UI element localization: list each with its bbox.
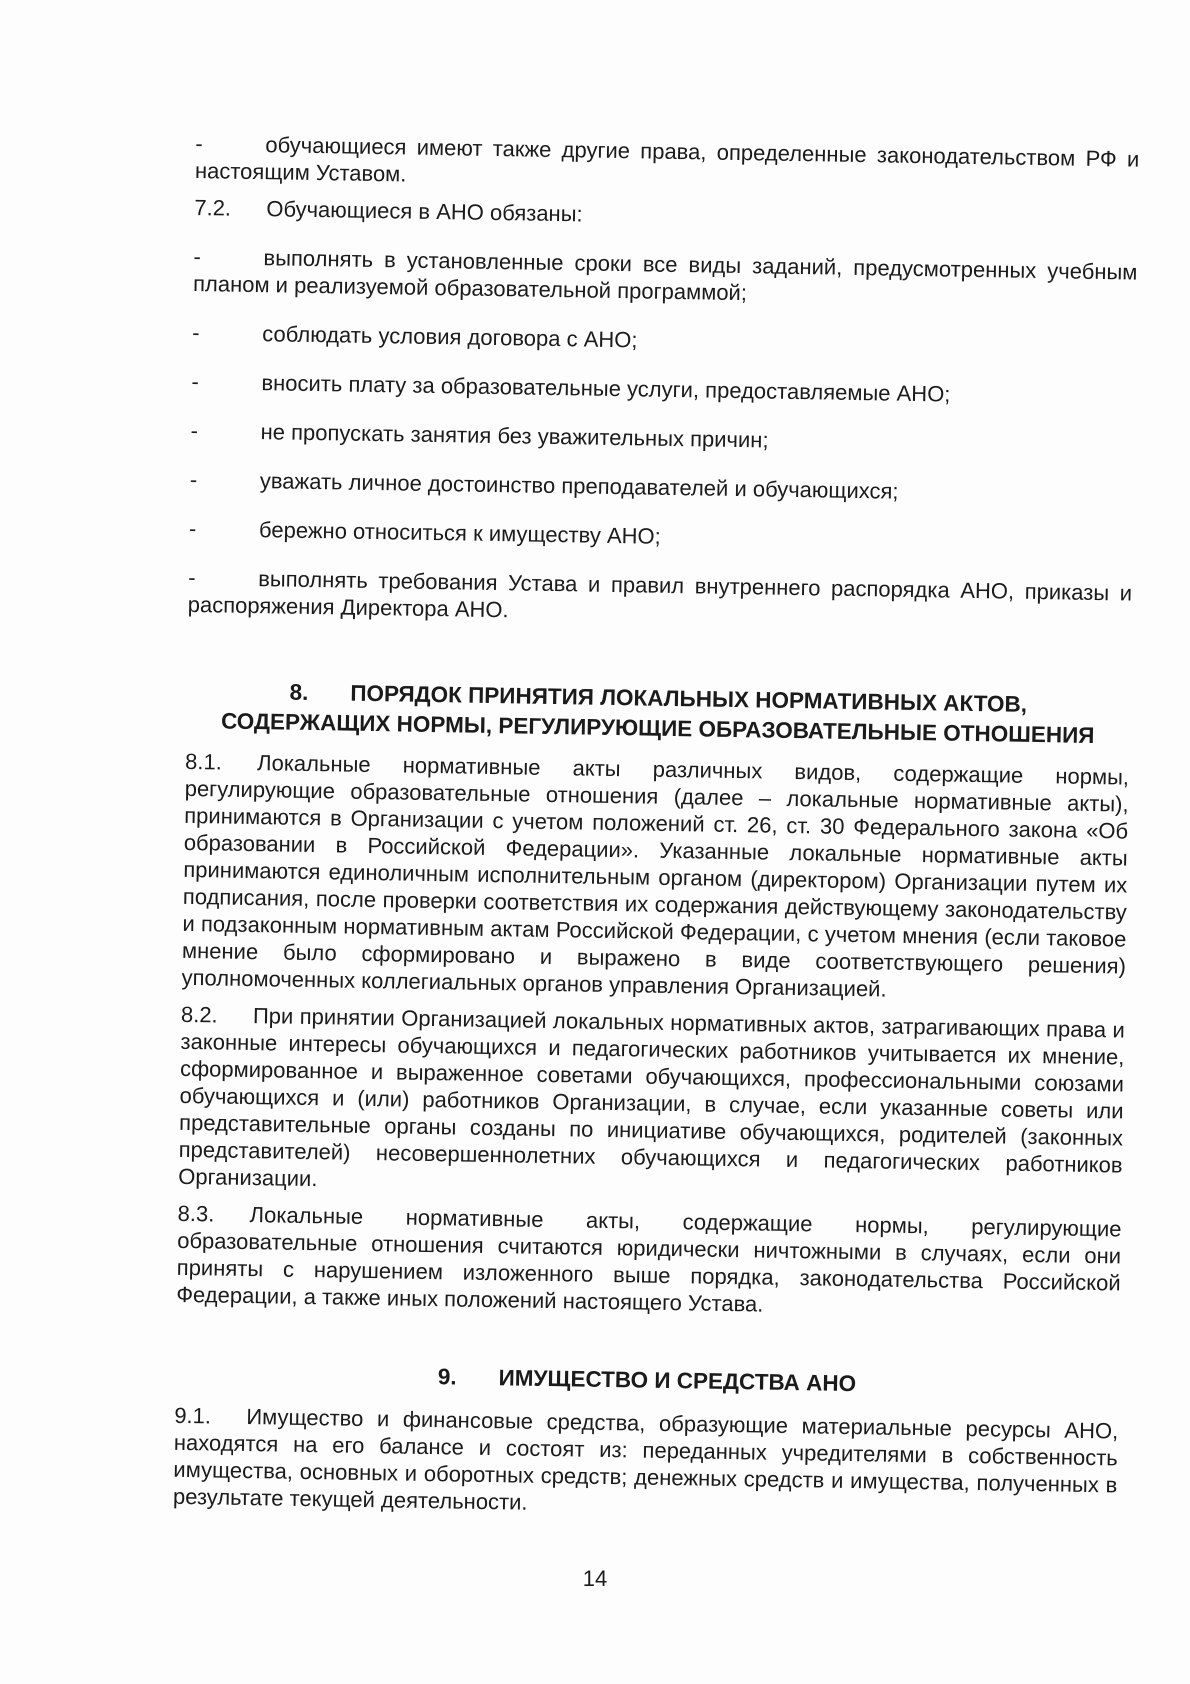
section-8-heading <box>186 676 1131 752</box>
clause-text: Обучающиеся в АНО обязаны: <box>266 196 583 227</box>
clause-number: 8.1. <box>184 748 223 775</box>
obligations-list <box>188 243 1138 634</box>
document-body <box>173 108 1140 1535</box>
list-item <box>192 319 1136 362</box>
clause-7-2 <box>194 194 1138 237</box>
section-title-part-1: ПОРЯДОК ПРИНЯТИЯ ЛОКАЛЬНЫХ НОРМАТИВНЫХ АКТОВ, <box>350 680 1028 717</box>
bullet-dash: - <box>188 515 197 542</box>
clause-8-2 <box>178 1001 1125 1206</box>
list-item <box>190 466 1134 509</box>
bullet-dash: - <box>192 319 200 346</box>
clause-number: 8.2. <box>180 1001 218 1028</box>
bullet-dash: - <box>189 466 198 493</box>
section-9-heading <box>175 1358 1119 1404</box>
list-item <box>188 564 1133 634</box>
bullet-text: обучающиеся имеют также другие права, определенные законодательством РФ и настоящим Уставом. <box>194 132 1140 187</box>
section-number: 8. <box>289 679 309 705</box>
rights-bullet <box>195 130 1140 200</box>
clause-8-1 <box>181 748 1129 1007</box>
bullet-text: вносить плату за образовательные услуги, предоставляемые АНО; <box>261 370 951 407</box>
section-heading-line-2: СОДЕРЖАЩИХ НОРМЫ, РЕГУЛИРУЮЩИЕ ОБРАЗОВАТЕЛЬНЫЕ ОТНОШЕНИЯ <box>220 708 1095 748</box>
clause-text: Имущество и финансовые средства, образующие материальные ресурсы АНО, находятся на его балансе и состоят из: переданных учредителями в собственность имущества, основных и оборотных средств; денежных средств и имущества, полученных в результате текущей деятельности. <box>172 1404 1119 1515</box>
bullet-text: бережно относиться к имуществу АНО; <box>258 517 661 549</box>
section-number: 9. <box>437 1364 457 1390</box>
clause-text: Локальные нормативные акты различных видов, содержащие нормы, регулирующие образовательные отношения (далее – локальные нормативные акты), принимаются в Организации с учетом положений ст. 26, ст. 30 Федерального закона «Об образовании в Российской Федерации». Указанные локальные нормативные акты принимаются единоличным исполнительным органом (директором) Организации путем их подписания, после проверки соответствия их содержания действующему законодательству и подзаконным нормативным актам Российской Федерации, с учетом мнения (если таковое мнение было сформировано и выражено в виде соответствующего решения) уполномоченных коллегиальных органов управления Организацией. <box>181 750 1130 1002</box>
bullet-text: уважать личное достоинство преподавателей и обучающихся; <box>259 468 899 504</box>
section-title: ИМУЩЕСТВО И СРЕДСТВА АНО <box>498 1365 857 1397</box>
section-heading-line <box>175 1358 1119 1404</box>
clause-text: При принятии Организацией локальных нормативных актов, затрагивающих права и законные интересы обучающихся и педагогических работников учитывается их мнение, сформированное и выраженное советами обучающихся, профессиональными союзами обучающихся и (или) работников Организации, в случае, если указанные советы или представительные органы созданы по инициативе обучающихся, родителей (законных представителей) несовершеннолетних обучающихся и педагогических работников Организации. <box>178 1003 1126 1192</box>
bullet-text: соблюдать условия договора с АНО; <box>262 321 638 353</box>
bullet-text: выполнять требования Устава и правил внутреннего распорядка АНО, приказы и распоряжения Директора АНО. <box>187 566 1133 623</box>
clause-text: Локальные нормативные акты, содержащие нормы, регулирующие образовательные отношения считаются юридически ничтожными в случаях, если они приняты с нарушением изложенного выше порядка, законодательства Российской Федерации, а также иных положений настоящего Устава. <box>176 1202 1122 1317</box>
list-item <box>190 417 1134 460</box>
bullet-text: выполнять в установленные сроки все виды заданий, предусмотренных учебным планом и реализуемой образовательной программой; <box>192 245 1138 306</box>
bullet-text: не пропускать занятия без уважительных причин; <box>260 419 769 453</box>
bullet-dash: - <box>193 243 202 270</box>
clause-number: 8.3. <box>177 1200 215 1227</box>
bullet-dash: - <box>191 368 199 395</box>
clause-9-1 <box>173 1402 1119 1526</box>
list-item <box>193 243 1138 313</box>
clause-number: 9.1. <box>174 1402 212 1429</box>
bullet-dash: - <box>190 417 199 444</box>
clause-number: 7.2. <box>194 194 232 221</box>
bullet-dash: - <box>195 130 203 157</box>
list-item <box>191 368 1135 411</box>
list-item <box>189 515 1133 558</box>
clause-8-3 <box>176 1200 1122 1324</box>
page-number: 14 <box>582 1566 608 1591</box>
bullet-dash: - <box>188 564 196 591</box>
